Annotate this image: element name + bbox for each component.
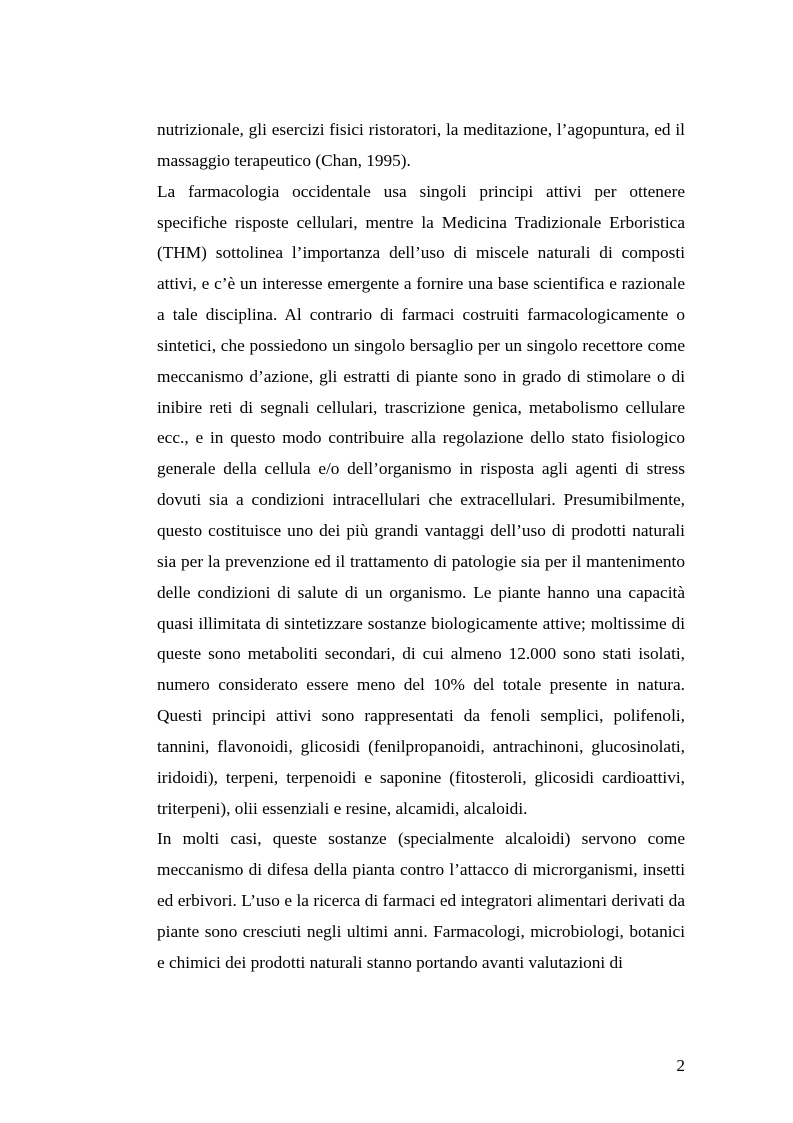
- page-number: 2: [676, 1056, 685, 1075]
- paragraph-pharmacology: La farmacologia occidentale usa singoli principi attivi per ottenere specifiche risposte cellulari, mentre la Medicina Tradizionale Erboristica (THM) sottolinea l’importanza dell’uso di miscele naturali di composti attivi, e c’è un interesse emergente a fornire una base scientifica e razionale a tale disciplina. Al contrario di farmaci costruiti farmacologicamente o sintetici, che possiedono un singolo bersaglio per un singolo recettore come meccanismo d’azione, gli estratti di piante sono in grado di stimolare o di inibire reti di segnali cellulari, trascrizione genica, metabolismo cellulare ecc., e in questo modo contribuire alla regolazione dello stato fisiologico generale della cellula e/o dell’organismo in risposta agli agenti di stress dovuti sia a condizioni intracellulari che extracellulari. Presumibilmente, questo costituisce uno dei più grandi vantaggi dell’uso di prodotti naturali sia per la prevenzione ed il trattamento di patologie sia per il mantenimento delle condizioni di salute di un organismo. Le piante hanno una capacità quasi illimitata di sintetizzare sostanze biologicamente attive; moltissime di queste sono metaboliti secondari, di cui almeno 12.000 sono stati isolati, numero considerato essere meno del 10% del totale presente in natura. Questi principi attivi sono rappresentati da fenoli semplici, polifenoli, tannini, flavonoidi, glicosidi (fenilpropanoidi, antrachinoni, glucosinolati, iridoidi), terpeni, terpenoidi e saponine (fitosteroli, glicosidi cardioattivi, triterpeni), olii essenziali e resine, alcamidi, alcaloidi.: [157, 181, 685, 818]
- body-text: [157, 115, 685, 979]
- paragraph-defense-mechanism: In molti casi, queste sostanze (specialmente alcaloidi) servono come meccanismo di difesa della pianta contro l’attacco di microrganismi, insetti ed erbivori. L’uso e la ricerca di farmaci ed integratori alimentari derivati da piante sono cresciuti negli ultimi anni. Farmacologi, microbiologi, botanici e chimici dei prodotti naturali stanno portando avanti valutazioni di: [157, 829, 685, 972]
- paragraph-continued: nutrizionale, gli esercizi fisici ristoratori, la meditazione, l’agopuntura, ed il massaggio terapeutico (Chan, 1995).: [157, 120, 685, 170]
